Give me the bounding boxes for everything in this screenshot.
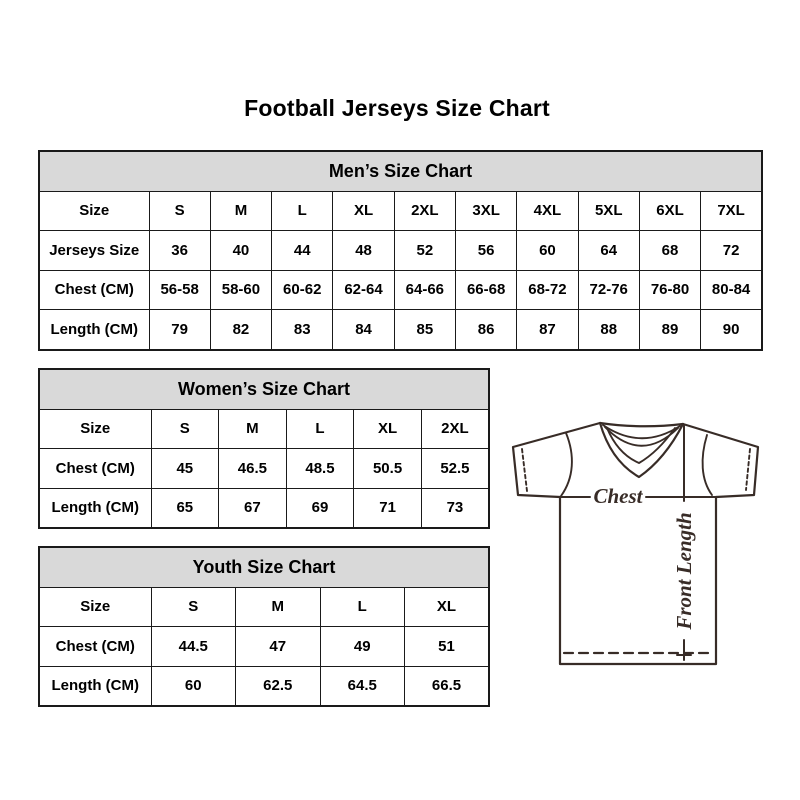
table-header-row <box>39 151 762 191</box>
size-value-cell: 64.5 <box>320 666 405 706</box>
table-title: Youth Size Chart <box>39 547 489 587</box>
table-title: Women’s Size Chart <box>39 369 489 409</box>
mens-size-table <box>38 150 763 351</box>
size-value-cell: 52.5 <box>421 449 489 489</box>
size-value-cell: 72-76 <box>578 270 639 310</box>
table-row <box>39 666 489 706</box>
row-label-cell: Jerseys Size <box>39 231 149 271</box>
table-header-row <box>39 369 489 409</box>
size-value-cell: 5XL <box>578 191 639 231</box>
size-value-cell: M <box>236 587 321 627</box>
size-value-cell: 62-64 <box>333 270 394 310</box>
size-value-cell: 3XL <box>455 191 516 231</box>
size-value-cell: 2XL <box>394 191 455 231</box>
size-value-cell: 71 <box>354 488 422 528</box>
size-value-cell: S <box>151 409 219 449</box>
size-value-cell: 89 <box>639 310 700 350</box>
table-title: Men’s Size Chart <box>39 151 762 191</box>
left-armhole-seam <box>561 433 572 496</box>
size-value-cell: 86 <box>455 310 516 350</box>
chest-label: Chest <box>593 484 643 508</box>
table-row <box>39 587 489 627</box>
right-armhole-seam <box>703 435 712 495</box>
page-title: Football Jerseys Size Chart <box>244 95 550 121</box>
size-value-cell: 60 <box>517 231 578 271</box>
row-label-cell: Size <box>39 409 151 449</box>
size-value-cell: L <box>272 191 333 231</box>
jersey-measurement-diagram <box>495 406 800 686</box>
size-value-cell: 84 <box>333 310 394 350</box>
size-value-cell: 64-66 <box>394 270 455 310</box>
row-label-cell: Chest (CM) <box>39 270 149 310</box>
table-row <box>39 310 762 350</box>
size-value-cell: 48 <box>333 231 394 271</box>
left-sleeve <box>513 423 600 497</box>
size-value-cell: 79 <box>149 310 210 350</box>
size-value-cell: 47 <box>236 627 321 667</box>
size-value-cell: M <box>210 191 271 231</box>
table-row <box>39 488 489 528</box>
size-value-cell: 85 <box>394 310 455 350</box>
size-value-cell: 65 <box>151 488 219 528</box>
row-label-cell: Length (CM) <box>39 310 149 350</box>
size-value-cell: L <box>286 409 354 449</box>
size-value-cell: 68 <box>639 231 700 271</box>
table-row <box>39 191 762 231</box>
table-row <box>39 231 762 271</box>
size-value-cell: 83 <box>272 310 333 350</box>
size-value-cell: 69 <box>286 488 354 528</box>
collar-top-edge <box>600 423 683 426</box>
left-cuff-dashed-line <box>522 449 527 491</box>
table-header-row <box>39 547 489 587</box>
size-value-cell: 4XL <box>517 191 578 231</box>
size-value-cell: 88 <box>578 310 639 350</box>
size-value-cell: 45 <box>151 449 219 489</box>
size-value-cell: 76-80 <box>639 270 700 310</box>
size-value-cell: 44 <box>272 231 333 271</box>
size-value-cell: 56 <box>455 231 516 271</box>
size-value-cell: 64 <box>578 231 639 271</box>
size-value-cell: 7XL <box>701 191 762 231</box>
size-value-cell: 6XL <box>639 191 700 231</box>
table-row <box>39 270 762 310</box>
size-value-cell: 58-60 <box>210 270 271 310</box>
size-value-cell: XL <box>354 409 422 449</box>
size-value-cell: 87 <box>517 310 578 350</box>
row-label-cell: Size <box>39 191 149 231</box>
size-value-cell: 72 <box>701 231 762 271</box>
row-label-cell: Chest (CM) <box>39 627 151 667</box>
womens-size-table <box>38 368 490 529</box>
right-cuff-dashed-line <box>746 449 750 490</box>
size-value-cell: 66-68 <box>455 270 516 310</box>
size-value-cell: 48.5 <box>286 449 354 489</box>
row-label-cell: Chest (CM) <box>39 449 151 489</box>
size-value-cell: 2XL <box>421 409 489 449</box>
size-value-cell: 52 <box>394 231 455 271</box>
size-value-cell: 60 <box>151 666 236 706</box>
size-value-cell: 90 <box>701 310 762 350</box>
size-value-cell: 56-58 <box>149 270 210 310</box>
size-value-cell: 40 <box>210 231 271 271</box>
size-value-cell: 68-72 <box>517 270 578 310</box>
front-length-label: Front Length <box>672 512 696 630</box>
row-label-cell: Length (CM) <box>39 488 151 528</box>
youth-size-table <box>38 546 490 707</box>
size-value-cell: XL <box>333 191 394 231</box>
row-label-cell: Length (CM) <box>39 666 151 706</box>
size-value-cell: S <box>149 191 210 231</box>
jersey-outline <box>513 423 758 664</box>
size-value-cell: 80-84 <box>701 270 762 310</box>
table-row <box>39 449 489 489</box>
size-value-cell: M <box>219 409 287 449</box>
size-value-cell: XL <box>405 587 490 627</box>
size-value-cell: 51 <box>405 627 490 667</box>
table-row <box>39 409 489 449</box>
row-label-cell: Size <box>39 587 151 627</box>
size-value-cell: 46.5 <box>219 449 287 489</box>
size-value-cell: 82 <box>210 310 271 350</box>
size-value-cell: 44.5 <box>151 627 236 667</box>
size-value-cell: S <box>151 587 236 627</box>
size-value-cell: 50.5 <box>354 449 422 489</box>
size-value-cell: 62.5 <box>236 666 321 706</box>
size-value-cell: 66.5 <box>405 666 490 706</box>
size-value-cell: 49 <box>320 627 405 667</box>
size-value-cell: 67 <box>219 488 287 528</box>
size-value-cell: 36 <box>149 231 210 271</box>
table-row <box>39 627 489 667</box>
right-sleeve <box>683 424 758 497</box>
size-value-cell: 60-62 <box>272 270 333 310</box>
size-value-cell: 73 <box>421 488 489 528</box>
size-value-cell: L <box>320 587 405 627</box>
